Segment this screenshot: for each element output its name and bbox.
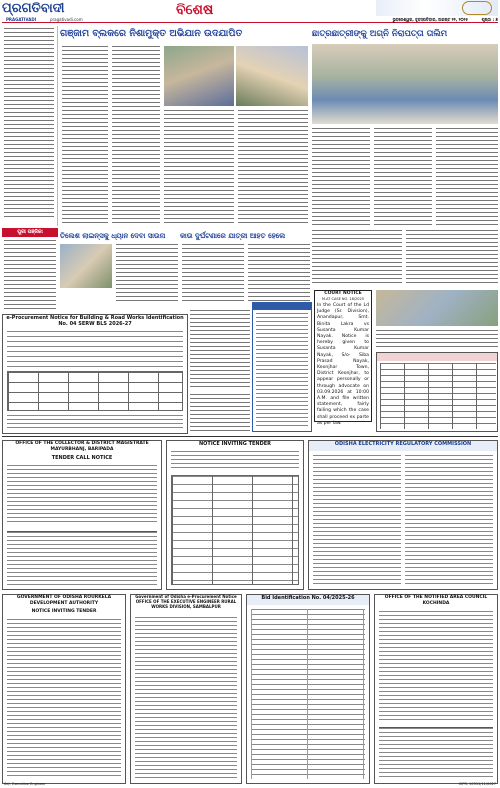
masthead-brand-latin: PRAGATIVADI: [6, 17, 37, 22]
mid-story-1: [190, 310, 250, 390]
notice-inviting-tender: NOTICE INVITING TENDER: [166, 440, 304, 590]
sidebar-heading: ପୁରୀ ପଞ୍ଜିକା: [2, 228, 58, 237]
rural-works-tender: Government of Odisha e-Procurement Notice OFFICE OF THE EXECUTIVE ENGINEER RURAL WORKS DIVISION, SAMBALPUR: [130, 594, 242, 784]
ganjam-text-col-3: [164, 110, 234, 226]
tender-call-title: TENDER CALL NOTICE: [51, 455, 113, 461]
ganjam-photo-2: [236, 46, 308, 106]
ganjam-photo-1: [164, 46, 234, 106]
bid-identification: Bid Identification No. 04/2025-26: [246, 594, 370, 784]
fire-text-col-2: [374, 128, 432, 226]
road-tender-table: [7, 371, 183, 411]
court-notice-body: In the Court of the Ld Judge (Sr. Division), Anandapur, Smt. Binita Lakra vs Susanta Kumar Nayak. Notice is hereby given to Susanta Kumar Nayak, S/o- Siba Prasad Nayak, Keonjhar Town, District Keonjhar, to appear personally or through advocate on 03.09.2026 at 10:00 A.M. and file written statement, fairly failing which the case shall proceed ex parte as per law.: [317, 303, 369, 426]
headline-ganjam: ଗଞ୍ଜାମ ବ୍ଲକରେ ନିଶାମୁକ୍ତ ଅଭିଯାନ ଉଦଯାପିତ: [60, 28, 243, 39]
footer-right: OIPR- 10311/11/0027: [458, 782, 496, 786]
court-notice: [314, 290, 372, 426]
court-case-no: M.AT CASE NO. 18/2025: [322, 297, 364, 301]
story-4-text-2: [248, 244, 310, 304]
sidebar: [2, 26, 58, 226]
right-brief-1: [312, 230, 402, 286]
right-notice-table: [376, 352, 498, 432]
mid-story-2: [190, 394, 250, 434]
oerc-notice: ODISHA ELECTRICITY REGULATORY COMMISSION: [308, 440, 498, 590]
lower-rule: [2, 436, 498, 437]
ganjam-text-col-4: [238, 110, 308, 226]
collector-tender-notice: OFFICE OF THE COLLECTOR & DISTRICT MAGISTRATE MAYURBHANJ, BARIPADA TENDER CALL NOTICE: [2, 440, 162, 590]
headline-fire-safety: ଛାତ୍ରଛାତ୍ରୀଙ୍କୁ ଅଗ୍ନି ନିରାପତ୍ତା ତାଲିମ: [312, 29, 448, 39]
fire-text-col-1: [312, 128, 370, 226]
masthead-title: ପ୍ରଗତିବାଦୀ: [2, 1, 65, 16]
story-3-text: [116, 244, 178, 304]
section-title: ବିଶେଷ: [176, 2, 214, 18]
ganjam-text-col-2: [112, 46, 160, 226]
page-number: ପୃଷ୍ଠା : ୭: [481, 17, 498, 22]
footer-left: Sd/- Executive Engineer: [4, 782, 46, 786]
fifty-years-logo: [462, 1, 492, 15]
nit-table: [171, 475, 299, 585]
masthead-website: pragativadi.com: [50, 17, 83, 22]
story-4-text-1: [182, 244, 244, 304]
masthead-rule: [2, 22, 498, 23]
fire-text-col-3: [436, 128, 498, 226]
ganjam-text-col-1: [62, 46, 108, 226]
right-brief-2: [406, 230, 498, 286]
right-photo: [376, 290, 498, 326]
date-line: ଭୁବନେଶ୍ୱର, ବୃହସ୍ପତିବାର, ଅଗଷ୍ଟ ୨୧, ୨୦୨୫: [392, 17, 468, 22]
story-3-photo: [60, 244, 112, 288]
nac-kochinda-tender: OFFICE OF THE NOTIFIED AREA COUNCIL KOCHINDA: [374, 594, 498, 784]
right-story-text: [376, 330, 498, 348]
procurement-road-notice: e-Procurement Notice for Building & Road Works Identification No. 04 SERW BLS 2026-27: [2, 314, 188, 434]
fire-safety-photo: [312, 44, 498, 124]
headline-story-4: କାଉ ଦୁର୍ଘଟଣାରେ ଯାତ୍ରୀ ଆହତ ହେଲେ: [180, 232, 286, 240]
panjika-text: [4, 240, 56, 312]
rourkela-tender: GOVERNMENT OF ODISHA ROURKELA DEVELOPMENT AUTHORITY NOTICE INVITING TENDER: [2, 594, 126, 784]
blue-box-ad: [252, 302, 312, 432]
headline-story-3: ତିଲେଶ ଲାଇନ୍ସକୁ ଧ୍ୟାନ ଦେବା ସାଉନା: [60, 232, 166, 240]
court-notice-title: COURT NOTICE: [324, 291, 362, 296]
